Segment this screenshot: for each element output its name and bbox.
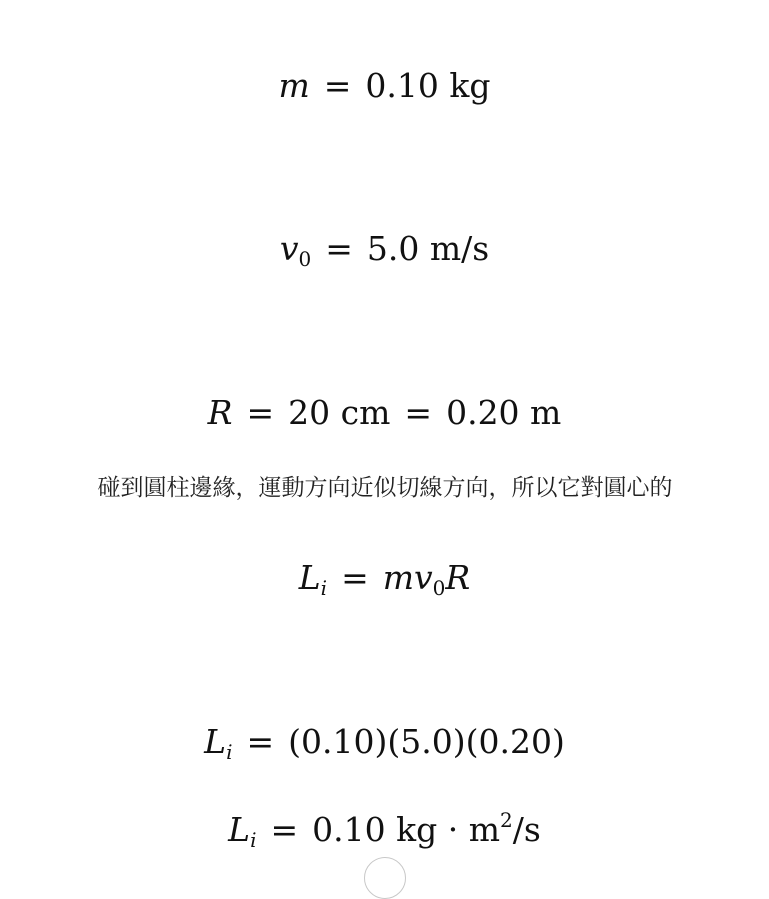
equation-li-numeric bbox=[0, 722, 769, 772]
radius-symbol: R bbox=[207, 393, 233, 432]
li-result-value: 0.10 kg · m bbox=[312, 810, 501, 849]
equation-radius bbox=[0, 393, 769, 433]
equation-li-formula bbox=[0, 558, 769, 608]
radius-value-m: 0.20 m bbox=[446, 393, 562, 432]
scroll-indicator-circle[interactable] bbox=[364, 857, 406, 899]
rhs-radius-symbol: R bbox=[445, 558, 471, 597]
mass-symbol: m bbox=[278, 66, 310, 105]
li-symbol: L bbox=[298, 558, 321, 597]
velocity-value: 5.0 m/s bbox=[366, 229, 490, 268]
equals-sign-2: = bbox=[404, 393, 433, 432]
equals-sign: = bbox=[325, 229, 353, 268]
rhs-velocity-subscript: 0 bbox=[432, 576, 446, 600]
equation-velocity bbox=[0, 229, 769, 279]
rhs-mass-symbol: m bbox=[382, 558, 415, 597]
explanation-text: 碰到圓柱邊緣，運動方向近似切線方向，所以它對圓心的 bbox=[97, 475, 673, 501]
li-numeric-value: (0.10)(5.0)(0.20) bbox=[288, 722, 565, 761]
equals-sign: = bbox=[246, 393, 275, 432]
li-result-exponent: 2 bbox=[500, 808, 513, 832]
radius-value-cm: 20 cm bbox=[288, 393, 391, 432]
li-subscript: i bbox=[226, 740, 233, 764]
velocity-symbol: v bbox=[279, 229, 299, 268]
li-subscript: i bbox=[250, 828, 257, 852]
li-symbol: L bbox=[204, 722, 227, 761]
equation-mass bbox=[0, 66, 769, 106]
li-result-unit: /s bbox=[512, 810, 541, 849]
equals-sign: = bbox=[341, 558, 369, 597]
li-symbol: L bbox=[228, 810, 251, 849]
equation-li-result bbox=[0, 800, 769, 860]
li-subscript: i bbox=[320, 576, 328, 600]
velocity-subscript: 0 bbox=[298, 247, 312, 271]
mass-value: 0.10 kg bbox=[365, 66, 491, 105]
equals-sign: = bbox=[246, 722, 275, 761]
rhs-velocity-symbol: v bbox=[414, 558, 433, 597]
equals-sign: = bbox=[323, 66, 352, 105]
equals-sign: = bbox=[270, 810, 299, 849]
